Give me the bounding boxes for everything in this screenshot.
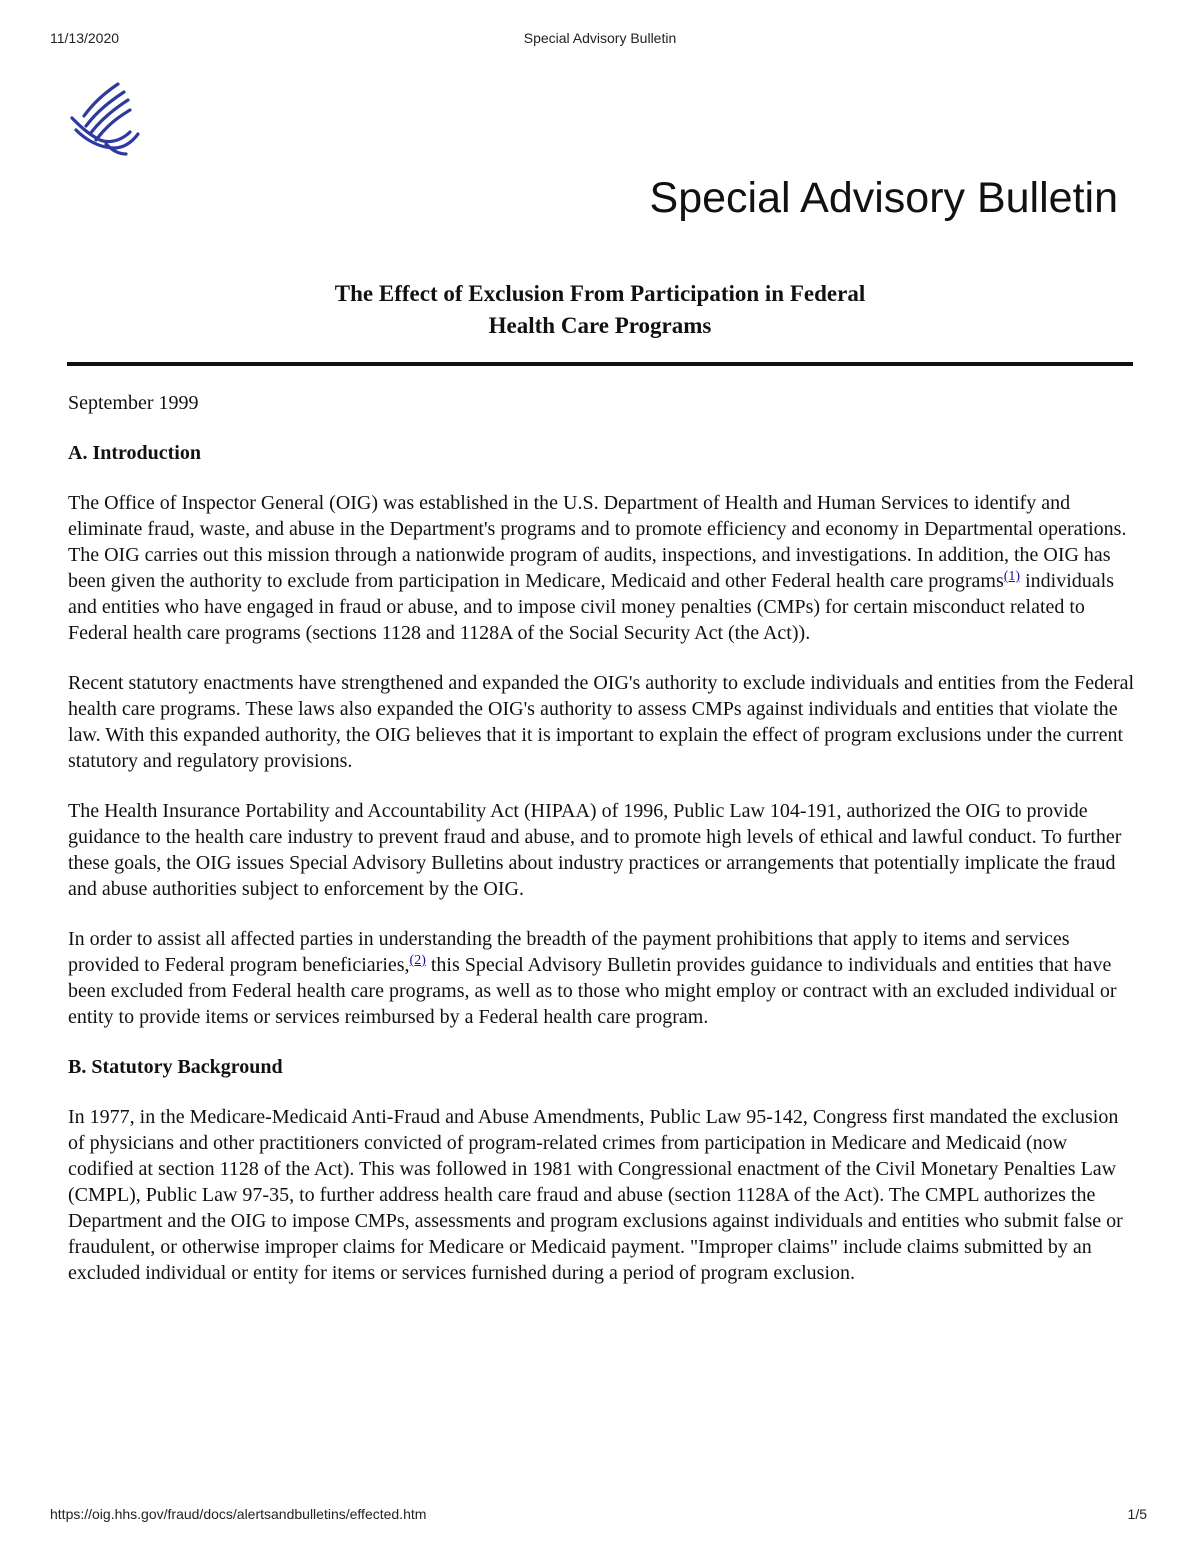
print-header [0, 30, 1200, 50]
document-title-line-2: Health Care Programs [488, 313, 712, 338]
document-title-line-1: The Effect of Exclusion From Participation in Federal [334, 281, 866, 306]
print-footer [0, 1506, 1200, 1526]
intro-paragraph-4-text-a: In order to assist all affected parties in understanding the breadth of the payment prohibitions that apply to items and services provided to Federal program beneficiaries, [68, 928, 1070, 976]
header-divider [67, 362, 1133, 366]
background-paragraph-1: In 1977, in the Medicare-Medicaid Anti-Fraud and Abuse Amendments, Public Law 95-142, Congress first mandated the exclusion of physicians and other practitioners convicted of program-related crimes from participation in Medicare and Medicaid (now codified at section 1128 of the Act). This was followed in 1981 with Congressional enactment of the Civil Monetary Penalties Law (CMPL), Public Law 97-35, to further address health care fraud and abuse (section 1128A of the Act). The CMPL authorizes the Department and the OIG to impose CMPs, assessments and program exclusions against individuals and entities who submit false or fraudulent, or otherwise improper claims for Medicare or Medicaid payment. "Improper claims" include claims submitted by an excluded individual or entity for items or services furnished during a period of program exclusion. [68, 1106, 1123, 1284]
intro-paragraph-1-text-a: The Office of Inspector General (OIG) was established in the U.S. Department of Health and Human Services to identify and eliminate fraud, waste, and abuse in the Department's programs and to promote efficiency and economy in Departmental operations. The OIG carries out this mission through a nationwide program of audits, inspections, and investigations. In addition, the OIG has been given the authority to exclude from participation in Medicare, Medicaid and other Federal health care programs [68, 492, 1127, 592]
intro-paragraph-3: The Health Insurance Portability and Accountability Act (HIPAA) of 1996, Public Law 104-191, authorized the OIG to provide guidance to the health care industry to prevent fraud and abuse, and to promote high levels of ethical and lawful conduct. To further these goals, the OIG issues Special Advisory Bulletins about industry practices or arrangements that potentially implicate the fraud and abuse authorities subject to enforcement by the OIG. [68, 800, 1122, 900]
publication-date: September 1999 [68, 392, 199, 414]
hhs-eagle-icon [66, 78, 146, 158]
print-url: https://oig.hhs.gov/fraud/docs/alertsandbulletins/effected.htm [50, 1506, 427, 1522]
footnote-link-1[interactable]: (1) [1003, 569, 1021, 584]
intro-paragraph-1-text-b: individuals and entities who have engaged in fraud or abuse, and to impose civil money penalties (CMPs) for certain misconduct related to Federal health care programs (sections 1128 and 1128A of the Social Security Act (the Act)). [68, 570, 1114, 644]
print-title: Special Advisory Bulletin [523, 30, 677, 46]
section-heading-introduction: A. Introduction [68, 442, 201, 464]
intro-paragraph-1 [68, 490, 1136, 646]
intro-paragraph-2: Recent statutory enactments have strengthened and expanded the OIG's authority to exclude individuals and entities from the Federal health care programs. These laws also expanded the OIG's authority to assess CMPs against individuals and entities that violate the law. With this expanded authority, the OIG believes that it is important to explain the effect of program exclusions under the current statutory and regulatory provisions. [68, 672, 1135, 772]
document-title [0, 278, 1200, 342]
footnote-link-2[interactable]: (2) [409, 953, 426, 968]
document-body [68, 390, 1136, 1310]
intro-paragraph-4 [68, 926, 1136, 1030]
print-date: 11/13/2020 [50, 30, 120, 46]
section-heading-statutory-background: B. Statutory Background [68, 1056, 283, 1078]
bulletin-heading: Special Advisory Bulletin [649, 174, 1118, 222]
print-page-number: 1/5 [1127, 1506, 1147, 1522]
intro-paragraph-4-text-b: this Special Advisory Bulletin provides guidance to individuals and entities that have been excluded from Federal health care programs, as well as to those who might employ or contract with an excluded individual or entity to provide items or services reimbursed by a Federal health care program. [68, 954, 1117, 1028]
